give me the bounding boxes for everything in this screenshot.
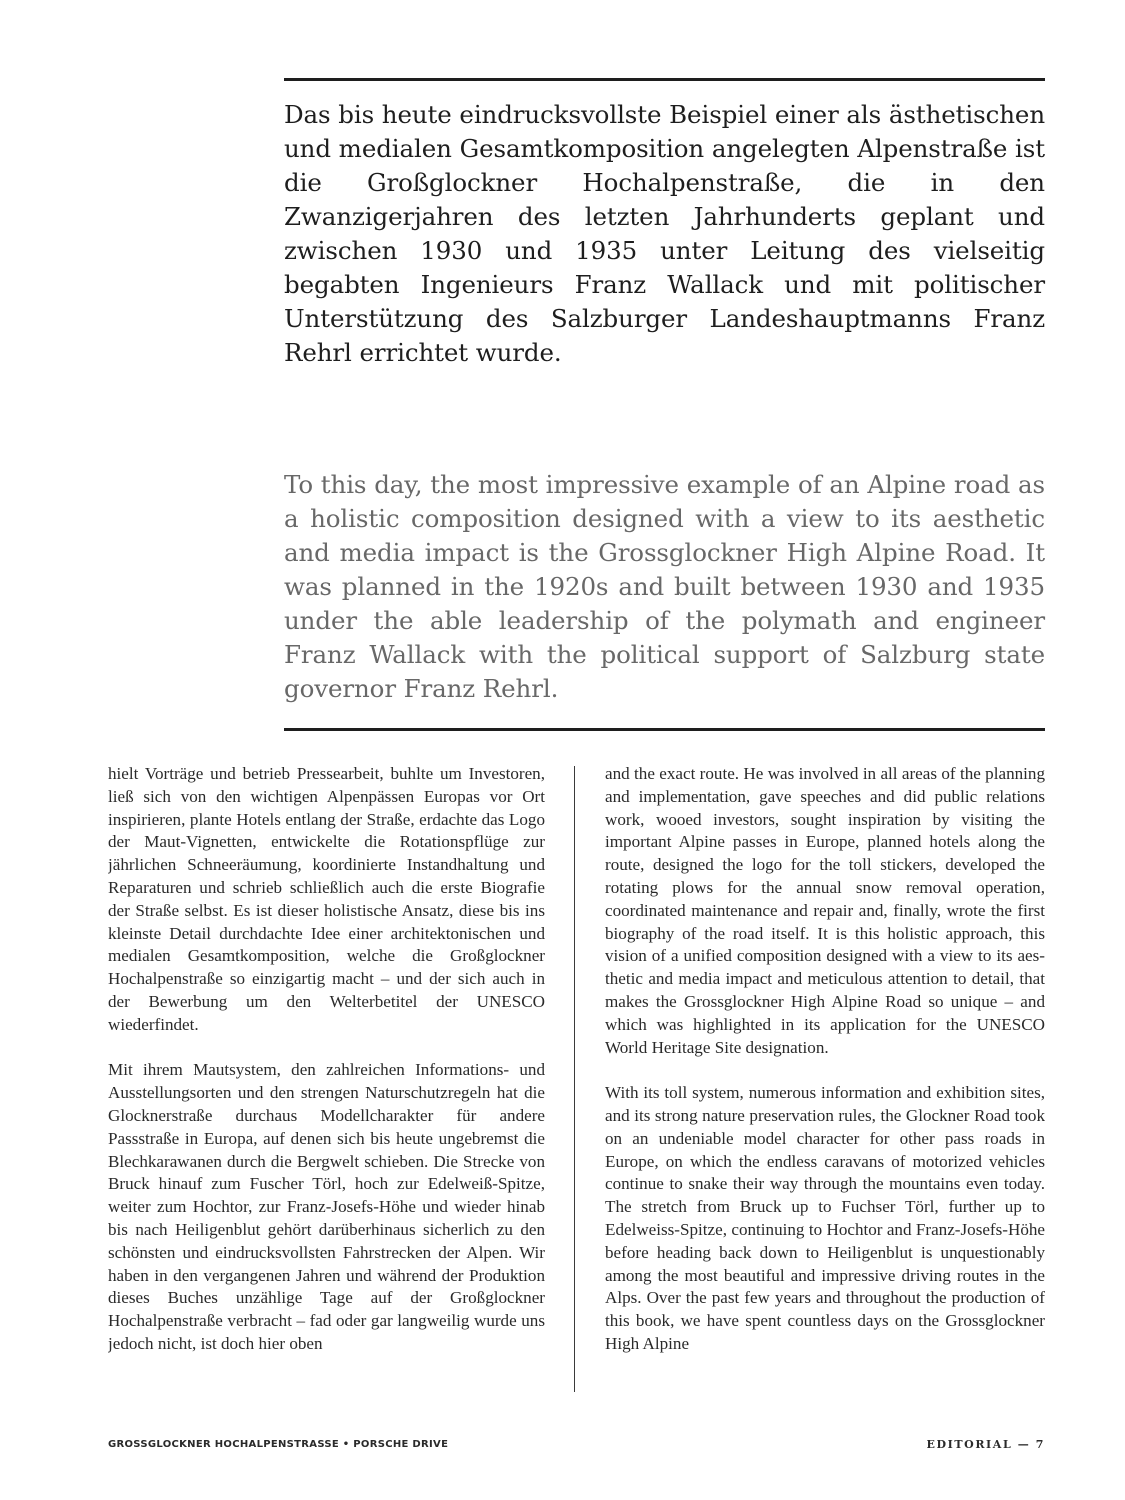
top-rule xyxy=(284,78,1045,81)
footer-section-page-number: EDITORIAL — 7 xyxy=(926,1438,1045,1451)
body-paragraph-german-1: hielt Vorträge und betrieb Pressearbeit, buhlte um Investoren, ließ sich von den wichtigen Alpenpässen Europas vor Ort inspirieren, plante Hotels entlang der Straße, erdachte das Logo der Maut-Vignetten, entwickelte die Rotationspflüge zur jährlichen Schneeräumung, koordinierte Instandhaltung und Reparaturen und schrieb schließlich auch die erste Biografie der Straße selbst. Es ist dieser holistische Ansatz, diese bis ins kleinste Detail durchdachte Idee einer architektonischen und medialen Gesamtkomposition, welche die Großglockner Hochalpenstraße so einzigartig macht – und der sich auch in der Bewerbung um den Welterbetitel der UNESCO wiederfindet. xyxy=(108,764,545,1034)
body-paragraph-english-2: With its toll system, numerous information and exhibition sites, and its strong nature preservation rules, the Glockner Road took on an undeniable model character for other pass roads in Europe, on which the endless caravans of motorized vehicles continue to snake their way through the mountains even today. The stretch from Bruck up to Fuchser Törl, further up to Edelweiss-Spitze, continuing to Hochtor and Franz-Josefs-Höhe before heading back down to Heiligenblut is unquestionably among the most beautiful and impressive driving routes in the Alps. Over the past few years and throughout the production of this book, we have spent countless days on the Grossglockner High Alpine xyxy=(605,1083,1045,1353)
body-column-english xyxy=(605,763,1045,1403)
body-column-german xyxy=(108,763,545,1403)
body-paragraph-english-1: and the exact route. He was involved in all areas of the planning and implementation, gave speeches and did public relations work, wooed investors, sought inspiration by visiting the important Alpine passes in Europe, planned hotels along the route, designed the logo for the toll stickers, developed the rotating plows for the annual snow removal operation, coordinated maintenance and repair and, finally, wrote the first biography of the road itself. It is this holistic approach, this vision of a unified composition designed with a view to its aesthetic and media impact and meticulous attention to detail, that makes the Grossglockner High Alpine Road so unique – and which was highlighted in its application for the UNESCO World Heritage Site designation. xyxy=(605,764,1045,1057)
body-paragraph-german-2: Mit ihrem Mautsystem, den zahlreichen Informations- und Ausstellungsorten und den strengen Naturschutzregeln hat die Glocknerstraße durchaus Modellcharakter für andere Passstraße in Europa, auf denen sich bis heute ungebremst die Blechkarawanen durch die Bergwelt schieben. Die Strecke von Bruck hinauf zum Fuscher Törl, hoch zur Edelweiß-Spitze, weiter zum Hochtor, zur Franz-Josefs-Höhe und wieder hinab bis nach Heiligenblut gehört darüberhinaus sicherlich zu den schönsten und eindrucksvollsten Fahrstrecken der Alpen. Wir haben in den vergangenen Jahren und während der Produktion dieses Buches unzählige Tage auf der Großglockner Hochalpenstraße verbracht – fad oder gar langweilig wurde uns jedoch nicht, ist doch hier oben xyxy=(108,1060,545,1353)
pullquote-german: Das bis heute eindrucksvollste Beispiel einer als ästhetischen und medialen Gesamtkomposition angelegten Alpenstraße ist die Großglockner Hochalpenstraße, die in den Zwanzigerjahren des letzten Jahrhunderts geplant und zwischen 1930 und 1935 unter Leitung des vielseitig begabten Ingenieurs Franz Wallack und mit politischer Unterstützung des Salzburger Landeshauptmanns Franz Rehrl errichtet wurde. xyxy=(284,100,1045,367)
column-divider xyxy=(574,766,575,1392)
bottom-rule xyxy=(284,728,1045,731)
footer-running-title: GROSSGLOCKNER HOCHALPENSTRASSE • PORSCHE DRIVE xyxy=(108,1439,449,1450)
pullquote-english: To this day, the most impressive example of an Alpine road as a holistic composition designed with a view to its aesthetic and media impact is the Grossglockner High Alpine Road. It was planned in the 1920s and built between 1930 and 1935 under the able leadership of the polymath and engineer Franz Wallack with the political support of Salzburg state governor Franz Rehrl. xyxy=(284,470,1045,703)
